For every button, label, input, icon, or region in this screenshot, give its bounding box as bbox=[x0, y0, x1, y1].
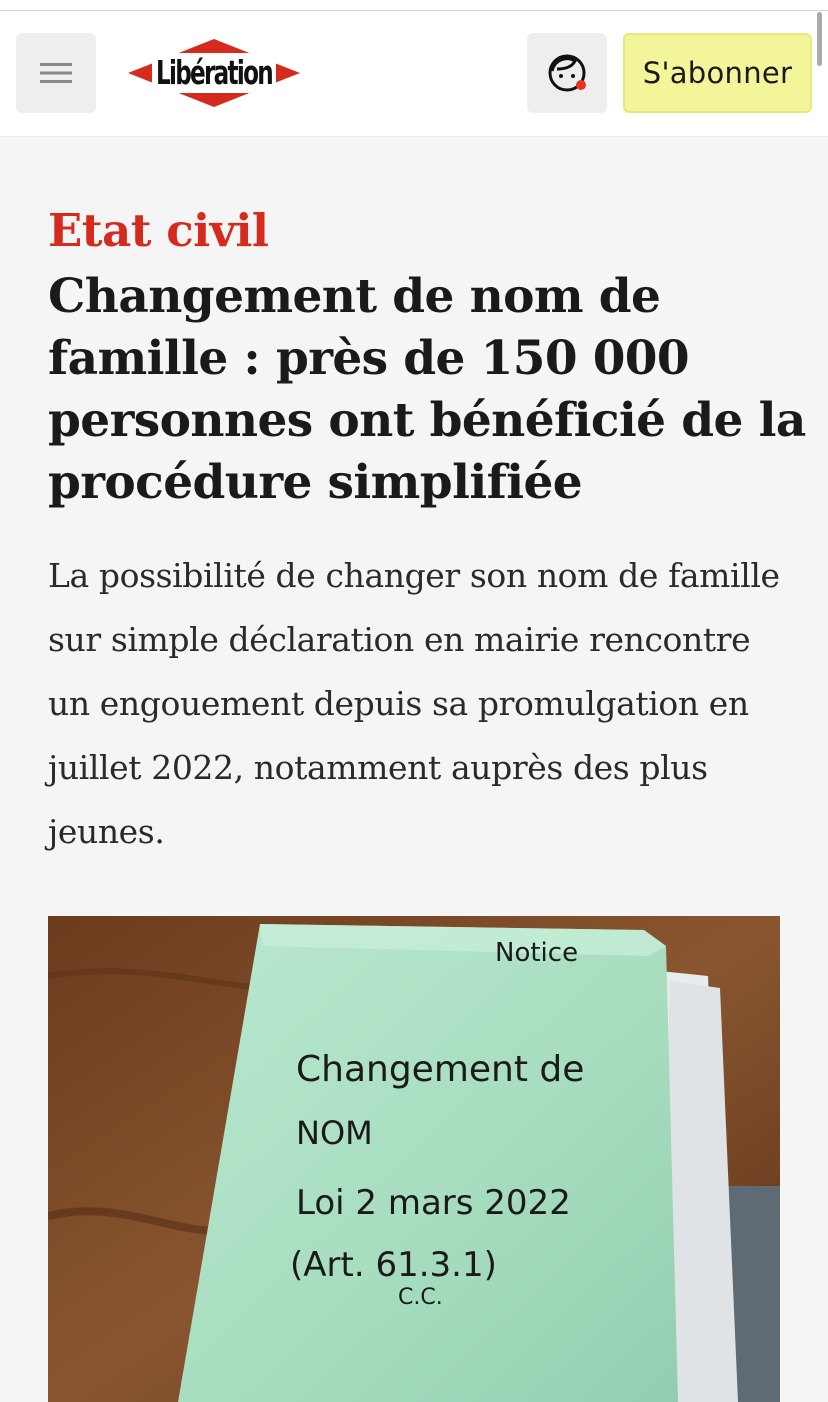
photo-text-line3: Loi 2 mars 2022 bbox=[296, 1183, 571, 1223]
hamburger-menu-icon bbox=[39, 61, 73, 85]
liberation-logo[interactable] bbox=[128, 39, 300, 107]
photo-text-line5: C.C. bbox=[398, 1285, 443, 1310]
article bbox=[0, 152, 828, 1402]
photo-text-line1: Changement de bbox=[296, 1049, 585, 1090]
article-lede: La possibilité de changer son nom de famille sur simple déclaration en mairie rencontre un engouement depuis sa promulgation en juillet 2022, notamment auprès des plus jeunes. bbox=[48, 556, 780, 851]
site-header bbox=[0, 11, 828, 137]
logo-text: Libération bbox=[156, 53, 273, 92]
article-headline: Changement de nom de famille : près de 150 000 personnes ont bénéficié de la procédure simplifiée bbox=[48, 269, 806, 510]
user-account-icon bbox=[545, 51, 589, 95]
subscribe-button[interactable]: S'abonner bbox=[623, 33, 812, 113]
scrollbar[interactable] bbox=[817, 12, 822, 66]
browser-top-edge bbox=[0, 0, 828, 11]
article-photo bbox=[48, 916, 780, 1402]
photo-text-notice: Notice bbox=[495, 938, 579, 968]
account-button[interactable] bbox=[527, 33, 607, 113]
menu-button[interactable] bbox=[16, 33, 96, 113]
photo-text-line4: (Art. 61.3.1) bbox=[290, 1245, 497, 1285]
article-category-link[interactable]: Etat civil bbox=[48, 204, 269, 257]
photo-text-line2: NOM bbox=[296, 1114, 373, 1152]
